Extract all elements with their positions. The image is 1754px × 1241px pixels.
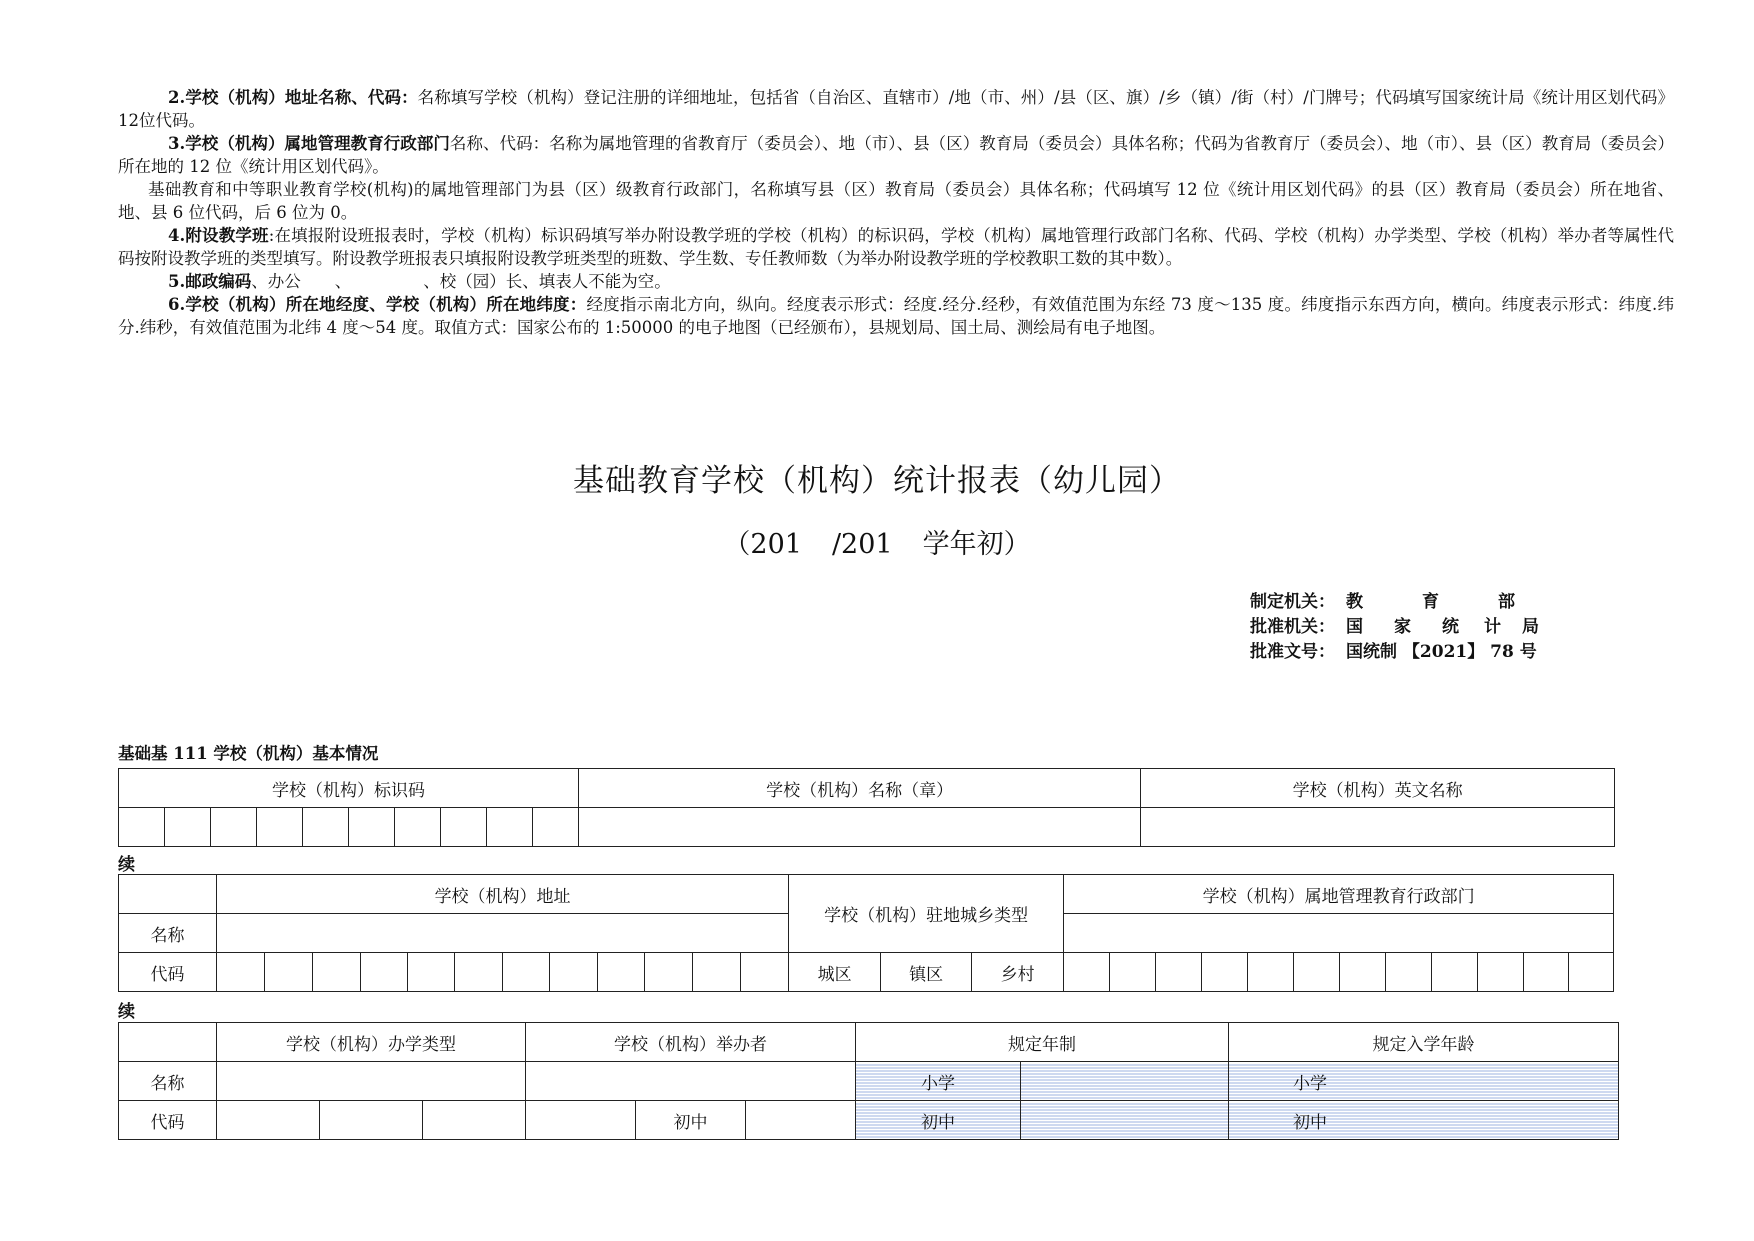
entry-age-header: 规定入学年龄 [1229, 1023, 1619, 1062]
years-junior-label: 初中 [856, 1101, 1021, 1140]
address-name-field[interactable] [217, 914, 789, 953]
address-code-digit[interactable] [598, 953, 645, 992]
years-header: 规定年制 [856, 1023, 1229, 1062]
row-label-code: 代码 [119, 953, 217, 992]
agency-char: 育 [1422, 592, 1439, 612]
agency-char: 部 [1498, 592, 1515, 612]
admin-code-digit[interactable] [1294, 953, 1340, 992]
note-2-text: 名称填写学校（机构）登记注册的详细地址，包括省（自治区、直辖市）/地（市、州）/县（区、旗）/乡（镇）/街（村）/门牌号；代码填写国家统计局《统计用区划代码》12位代码。 [118, 88, 1674, 130]
admin-code-digit[interactable] [1248, 953, 1294, 992]
id-code-digit[interactable] [257, 808, 303, 847]
address-code-digit[interactable] [361, 953, 408, 992]
subtitle-mid: /201 [831, 529, 893, 560]
note-5-part-c: 、校（园）长、填表人不能为空。 [423, 272, 671, 291]
continued-label: 续 [118, 1002, 135, 1022]
approver-char: 计 [1484, 617, 1501, 637]
corner-cell [119, 875, 217, 914]
approver-row [1250, 615, 1539, 640]
address-header: 学校（机构）地址 [217, 875, 789, 914]
school-type-name-field[interactable] [217, 1062, 526, 1101]
admin-code-digit[interactable] [1569, 953, 1614, 992]
admin-dept-header: 学校（机构）属地管理教育行政部门 [1064, 875, 1614, 914]
doc-number: 国统制 【2021】 78 号 [1346, 642, 1537, 662]
years-junior-field[interactable] [1021, 1101, 1229, 1140]
note-3 [118, 132, 1674, 178]
sponsor-code-digit[interactable] [526, 1101, 636, 1140]
instructions-section [118, 86, 1674, 339]
subtitle-open: （201 [723, 529, 802, 560]
school-type-code-digit[interactable] [320, 1101, 423, 1140]
approver-char: 统 [1442, 617, 1459, 637]
approver-char: 国 [1346, 617, 1363, 637]
id-code-digit[interactable] [441, 808, 487, 847]
admin-code-digit[interactable] [1110, 953, 1156, 992]
note-4-text: :在填报附设班报表时，学校（机构）标识码填写举办附设教学班的学校（机构）的标识码，学校（机构）属地管理行政部门名称、代码、学校（机构）办学类型、学校（机构）举办者等属性代码按附设教学班的类型填写。附设教学班报表只填报附设教学班类型的班数、学生数、专任教师数（为举办附设教学班的学校教职工数的其中数）。 [118, 226, 1675, 268]
school-type-code-digit[interactable] [423, 1101, 526, 1140]
note-5-heading: 5.邮政编码 [168, 272, 252, 291]
school-type-header: 学校（机构）办学类型 [217, 1023, 526, 1062]
english-name-field[interactable] [1141, 808, 1615, 847]
id-code-digit[interactable] [119, 808, 165, 847]
years-primary-label: 小学 [856, 1062, 1021, 1101]
id-code-digit[interactable] [349, 808, 395, 847]
note-6-text: 经度指示南北方向，纵向。经度表示形式：经度.经分.经秒，有效值范围为东经 73 度～135 度。纬度指示东西方向，横向。纬度表示形式：纬度.纬分.纬秒，有效值范围为北纬 4 度～54 度。取值方式：国家公布的 1:50000 的电子地图（已经颁布），县规划局、国土局、测绘局有电子地图。 [118, 295, 1674, 337]
urban-type-header: 学校（机构）驻地城乡类型 [789, 875, 1064, 953]
address-code-digit[interactable] [313, 953, 361, 992]
id-code-digit[interactable] [395, 808, 441, 847]
entry-age-junior[interactable]: 初中 [1229, 1101, 1619, 1140]
english-name-header: 学校（机构）英文名称 [1141, 769, 1615, 808]
approver-char: 家 [1394, 617, 1411, 637]
continued-label: 续 [118, 855, 135, 875]
admin-dept-name-field[interactable] [1064, 914, 1614, 953]
id-code-digit[interactable] [165, 808, 211, 847]
entry-age-primary[interactable]: 小学 [1229, 1062, 1619, 1101]
note-5-part-b: 、 [334, 272, 352, 291]
agency-row [1250, 590, 1539, 615]
admin-code-digit[interactable] [1202, 953, 1248, 992]
urban-option[interactable]: 城区 [789, 953, 881, 992]
school-type-code-digit[interactable] [217, 1101, 320, 1140]
row-label-name: 名称 [119, 1062, 217, 1101]
form-title: 基础教育学校（机构）统计报表（幼儿园） [573, 463, 1181, 499]
row-label-code: 代码 [119, 1101, 217, 1140]
table-label: 基础基 111 学校（机构）基本情况 [118, 744, 379, 763]
agency-char: 教 [1346, 592, 1363, 612]
form-subtitle [0, 522, 1754, 561]
note-6 [118, 293, 1674, 339]
school-name-header: 学校（机构）名称（章） [579, 769, 1141, 808]
address-code-digit[interactable] [741, 953, 789, 992]
admin-code-digit[interactable] [1432, 953, 1478, 992]
subtitle-close: 学年初） [922, 529, 1031, 560]
admin-code-digit[interactable] [1156, 953, 1202, 992]
admin-code-digit[interactable] [1386, 953, 1432, 992]
note-4 [118, 224, 1674, 270]
admin-code-digit[interactable] [1340, 953, 1386, 992]
address-table [118, 874, 1614, 992]
id-code-digit[interactable] [533, 808, 579, 847]
basic-info-table [118, 768, 1615, 847]
note-3-text: 名称、代码：名称为属地管理的省教育厅（委员会）、地（市）、县（区）教育局（委员会）具体名称；代码为省教育厅（委员会）、地（市）、县（区）教育局（委员会）所在地的 12 位《统计用区划代码》。 [118, 134, 1674, 176]
admin-code-digit[interactable] [1478, 953, 1524, 992]
address-code-digit[interactable] [408, 953, 455, 992]
approver-char: 局 [1522, 617, 1539, 637]
note-4-heading: 4.附设教学班 [168, 226, 269, 245]
admin-code-digit[interactable] [1064, 953, 1110, 992]
note-5 [118, 270, 1674, 293]
school-name-field[interactable] [579, 808, 1141, 847]
sponsor-name-field[interactable] [526, 1062, 856, 1101]
note-5-part-a: 、办公 [251, 272, 301, 291]
approval-info [1250, 590, 1539, 665]
doc-label: 批准文号： [1250, 642, 1335, 662]
sponsor-code-digit[interactable] [746, 1101, 856, 1140]
note-3-sub: 基础教育和中等职业教育学校(机构)的属地管理部门为县（区）级教育行政部门，名称填写县（区）教育局（委员会）具体名称；代码填写 12 位《统计用区划代码》的县（区）教育局（委员会）所在地省、地、县 6 位代码，后 6 位为 0。 [118, 180, 1674, 222]
note-2 [118, 86, 1674, 132]
agency-label: 制定机关： [1250, 592, 1335, 612]
id-code-digit[interactable] [303, 808, 349, 847]
note-2-heading: 2.学校（机构）地址名称、代码： [168, 88, 418, 107]
town-option[interactable]: 镇区 [881, 953, 972, 992]
address-code-digit[interactable] [265, 953, 313, 992]
address-code-digit[interactable] [217, 953, 265, 992]
id-code-digit[interactable] [487, 808, 533, 847]
row-label-name: 名称 [119, 914, 217, 953]
rural-option[interactable]: 乡村 [972, 953, 1064, 992]
admin-code-digit[interactable] [1524, 953, 1569, 992]
doc-row [1250, 640, 1539, 665]
address-code-digit[interactable] [503, 953, 550, 992]
approver-label: 批准机关： [1250, 617, 1335, 637]
address-code-digit[interactable] [550, 953, 598, 992]
id-code-header: 学校（机构）标识码 [119, 769, 579, 808]
id-code-digit[interactable] [211, 808, 257, 847]
sponsor-junior-label: 初中 [636, 1101, 746, 1140]
address-code-digit[interactable] [645, 953, 693, 992]
address-code-digit[interactable] [455, 953, 503, 992]
note-3-heading: 3.学校（机构）属地管理教育行政部门 [168, 134, 450, 153]
corner-cell [119, 1023, 217, 1062]
note-6-heading: 6.学校（机构）所在地经度、学校（机构）所在地纬度： [168, 295, 587, 314]
address-code-digit[interactable] [693, 953, 741, 992]
school-type-table [118, 1022, 1619, 1140]
years-primary-field[interactable] [1021, 1062, 1229, 1101]
sponsor-header: 学校（机构）举办者 [526, 1023, 856, 1062]
